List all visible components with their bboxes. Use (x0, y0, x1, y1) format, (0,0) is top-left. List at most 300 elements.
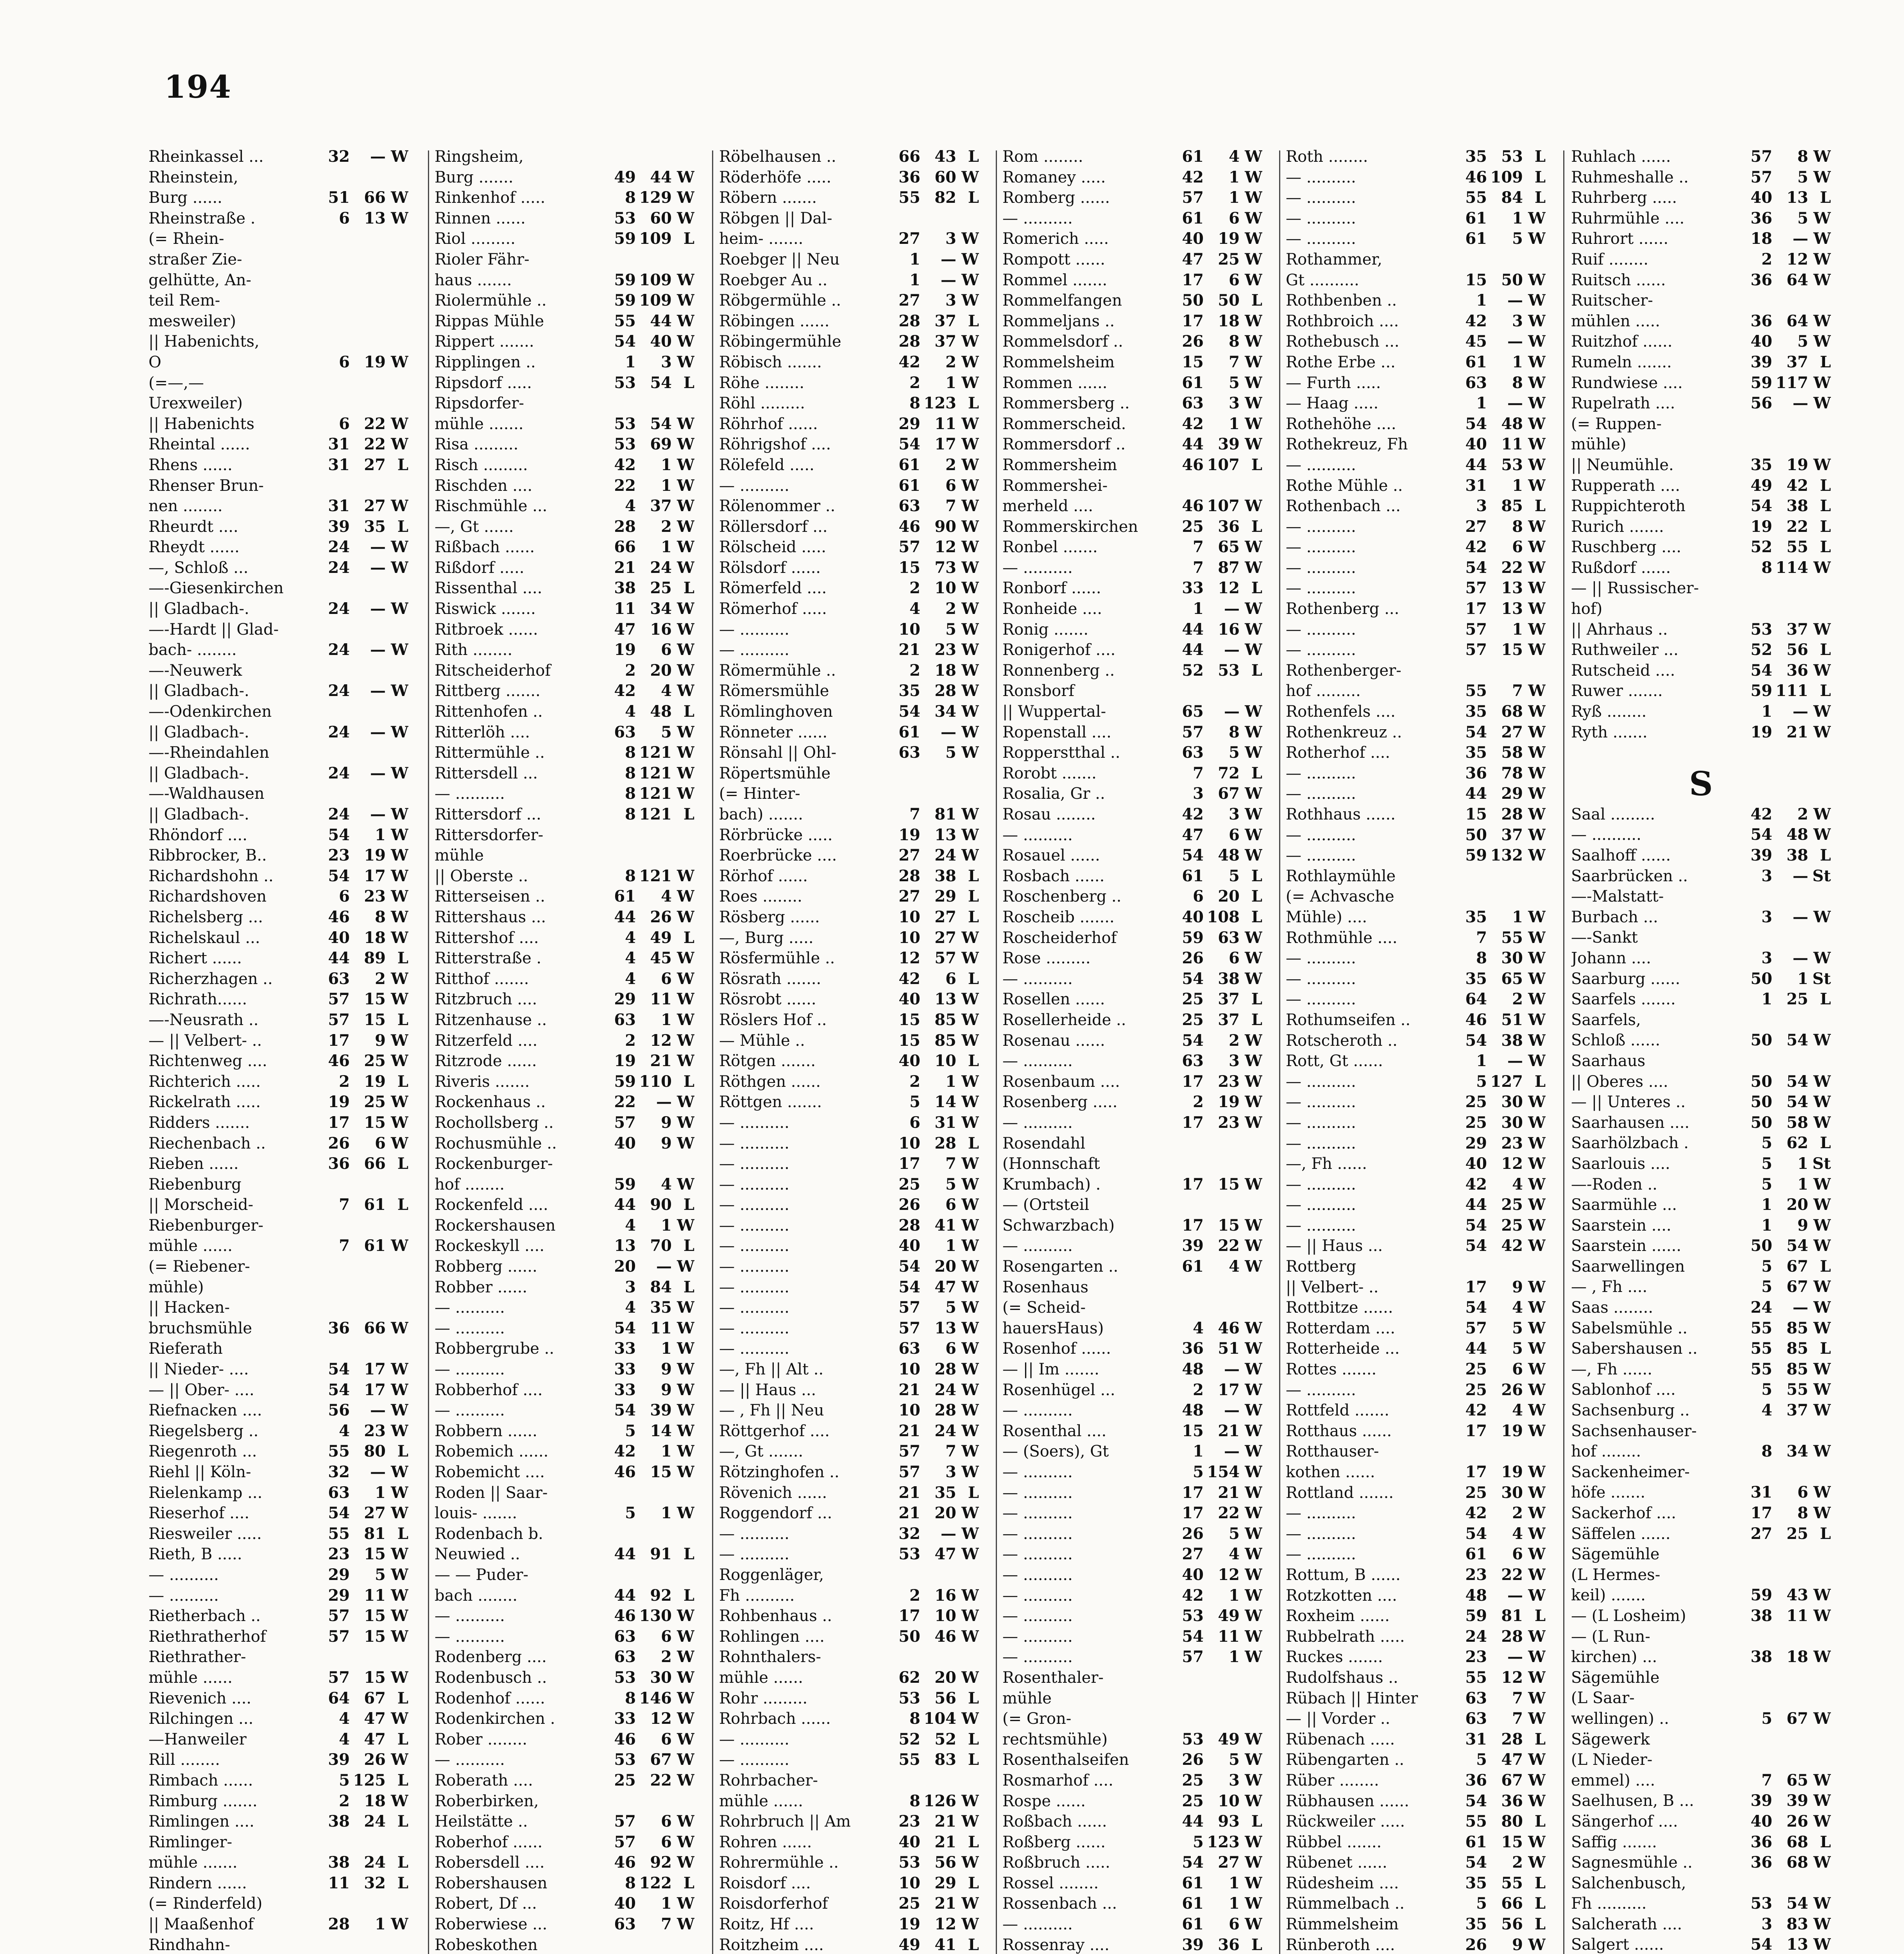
entry-name: Roerbrücke .... (719, 846, 837, 865)
entry-map-sheet: 3 (1761, 948, 1772, 967)
entry-grid-number: 47 (934, 1545, 956, 1564)
entry-type-code: W (961, 497, 979, 515)
entry-map-sheet: 12 (898, 949, 920, 968)
entry-type-code: W (1245, 497, 1262, 515)
entry-type-code: W (677, 1093, 694, 1111)
entry-type-code: L (968, 1689, 979, 1707)
entry-name: merheld .... (1002, 497, 1093, 515)
entry-name: Römermühle .. (719, 661, 836, 680)
entry-map-sheet: 24 (328, 764, 350, 782)
index-entry (1571, 660, 1831, 681)
index-entry (149, 1503, 408, 1524)
entry-type-code: W (677, 641, 694, 659)
index-entry (719, 1031, 979, 1051)
entry-map-sheet: 19 (614, 1052, 636, 1070)
index-entry (1571, 969, 1831, 990)
entry-map-sheet: 4 (909, 599, 920, 618)
entry-name: Rockershausen (435, 1216, 556, 1235)
entry-type-code: W (1528, 476, 1546, 495)
entry-map-sheet: 1 (1761, 990, 1772, 1009)
entry-type-code: W (1245, 332, 1262, 351)
entry-map-sheet: 53 (898, 1545, 920, 1564)
entry-map-sheet: 61 (1465, 353, 1487, 371)
entry-type-code: W (1813, 311, 1831, 330)
entry-name: mühle) (149, 1278, 204, 1296)
entry-grid-number: 29 (934, 1873, 956, 1892)
index-entry (1571, 1318, 1831, 1339)
entry-map-sheet: 40 (898, 990, 920, 1009)
entry-name: Saelhusen, B ... (1571, 1792, 1694, 1810)
entry-type-code: W (1813, 1175, 1831, 1194)
index-entry (1002, 434, 1262, 455)
index-entry (1286, 1935, 1546, 1954)
entry-grid-number: — (1507, 1648, 1523, 1666)
index-entry (1286, 1893, 1546, 1914)
entry-map-sheet: 2 (625, 661, 636, 680)
entry-name: (L Saar- (1571, 1689, 1635, 1707)
index-entry (1002, 1174, 1262, 1195)
entry-name: || Habenichts (149, 415, 254, 433)
entry-name: Rothbroich .... (1286, 312, 1399, 330)
entry-map-sheet: 17 (1182, 1504, 1204, 1523)
entry-name: höfe ....... (1571, 1483, 1646, 1502)
index-entry (1002, 1873, 1262, 1894)
entry-type-code: W (1528, 1093, 1546, 1111)
entry-type-code: W (1528, 1565, 1546, 1584)
index-entry (719, 1709, 979, 1729)
entry-grid-number: 48 (1786, 825, 1808, 844)
entry-name: — .......... (435, 1360, 505, 1379)
entry-name: Riegenroth ... (149, 1442, 257, 1461)
entry-type-code: W (1245, 373, 1262, 392)
index-entry (1571, 640, 1831, 660)
entry-name: Röslers Hof .. (719, 1011, 827, 1029)
entry-type-code: W (1245, 270, 1262, 289)
entry-grid-number: — (370, 805, 386, 823)
entry-map-sheet: 54 (1182, 846, 1204, 865)
entry-map-sheet: 40 (1750, 1812, 1772, 1831)
index-entry (1002, 1441, 1262, 1462)
entry-grid-number: 16 (650, 620, 672, 639)
entry-grid-number: 38 (1786, 497, 1808, 515)
entry-map-sheet: 36 (1750, 1832, 1772, 1851)
index-entry (1002, 845, 1262, 866)
entry-type-code: L (1534, 1072, 1546, 1091)
index-entry (1571, 1010, 1831, 1031)
entry-type-code: W (1528, 1771, 1546, 1789)
entry-map-sheet: 1 (1193, 1442, 1204, 1461)
entry-grid-number: 36 (1218, 517, 1240, 536)
index-entry (1286, 1852, 1546, 1873)
entry-type-code: W (677, 1216, 694, 1235)
index-entry (435, 147, 694, 167)
entry-type-code: W (961, 168, 979, 186)
entry-map-sheet: 8 (625, 1873, 636, 1892)
entry-map-sheet: 24 (328, 723, 350, 741)
index-entry (1002, 599, 1262, 619)
entry-type-code: W (1245, 1750, 1262, 1769)
index-entry (435, 1236, 694, 1256)
entry-type-code: W (1528, 517, 1546, 536)
entry-grid-number: 48 (1218, 846, 1240, 865)
index-entry (435, 1318, 694, 1339)
entry-map-sheet: 42 (1182, 805, 1204, 823)
entry-map-sheet: 8 (625, 805, 636, 823)
index-entry (1286, 1770, 1546, 1791)
entry-type-code: W (961, 825, 979, 844)
entry-type-code: W (961, 1709, 979, 1728)
entry-grid-number: 12 (1786, 250, 1808, 268)
entry-map-sheet: 25 (898, 1175, 920, 1194)
entry-map-sheet: 61 (1182, 866, 1204, 885)
entry-grid-number: 65 (1218, 538, 1240, 556)
entry-name: Ruitsch ...... (1571, 271, 1666, 289)
entry-type-code: L (397, 1730, 408, 1748)
entry-map-sheet: 7 (339, 1195, 350, 1214)
entry-map-sheet: 55 (328, 1524, 350, 1543)
entry-name: Rosbach ...... (1002, 867, 1105, 885)
entry-grid-number: 2 (1229, 1031, 1240, 1050)
entry-type-code: W (1245, 229, 1262, 248)
index-entry (1286, 331, 1546, 352)
entry-grid-number: 39 (650, 1401, 672, 1420)
index-entry (1571, 1709, 1831, 1729)
entry-name: || Morscheid- (149, 1196, 254, 1214)
entry-type-code: W (677, 907, 694, 926)
entry-type-code: L (1534, 1894, 1546, 1913)
entry-grid-number: 19 (1501, 1463, 1523, 1481)
index-entry (435, 434, 694, 455)
entry-name: Riebenburger- (149, 1216, 264, 1235)
index-entry (1286, 1421, 1546, 1442)
entry-map-sheet: 7 (339, 1236, 350, 1255)
index-entry (1571, 434, 1831, 455)
entry-type-code: L (397, 1154, 408, 1173)
entry-grid-number: 27 (364, 1504, 386, 1523)
index-entry (1571, 373, 1831, 394)
entry-name: Rumeln ....... (1571, 353, 1672, 371)
entry-name: —-Sankt (1571, 929, 1638, 947)
entry-type-code: W (1245, 1565, 1262, 1584)
entry-map-sheet: 57 (1750, 168, 1772, 186)
entry-grid-number: 1 (1512, 209, 1523, 227)
entry-type-code: W (677, 1360, 694, 1379)
entry-type-code: W (1528, 682, 1546, 700)
entry-grid-number: 8 (1797, 147, 1808, 166)
index-entry (719, 147, 979, 167)
entry-type-code: L (1251, 1812, 1262, 1831)
index-entry (435, 1729, 694, 1750)
entry-map-sheet: 7 (909, 805, 920, 823)
entry-name: Salgert ...... (1571, 1936, 1664, 1954)
entry-name: Röbingen ...... (719, 312, 830, 330)
entry-name: Rölenommer .. (719, 497, 836, 515)
entry-map-sheet: 2 (1761, 250, 1772, 268)
entry-grid-number: 44 (650, 311, 672, 330)
entry-grid-number: 7 (1512, 682, 1523, 700)
entry-grid-number: 46 (1218, 1319, 1240, 1337)
entry-grid-number: 2 (1512, 1853, 1523, 1872)
entry-name: Ruhmeshalle .. (1571, 168, 1689, 186)
entry-type-code: L (1534, 1607, 1546, 1625)
entry-name: — .......... (719, 1155, 789, 1173)
entry-map-sheet: 6 (339, 209, 350, 227)
index-entry (149, 1010, 408, 1031)
entry-type-code: W (1813, 1319, 1831, 1337)
entry-grid-number: 54 (1786, 1894, 1808, 1913)
entry-grid-number: 117 (1775, 373, 1808, 392)
index-entry (435, 1154, 694, 1174)
index-entry (149, 1770, 408, 1791)
index-entry (719, 1647, 979, 1668)
entry-name: Rübach || Hinter (1286, 1689, 1418, 1707)
index-entry (1286, 619, 1546, 640)
entry-type-code: W (677, 435, 694, 454)
index-entry (1571, 1585, 1831, 1606)
entry-name: — .......... (719, 641, 789, 659)
entry-type-code: W (961, 743, 979, 762)
entry-name: Roscheiderhof (1002, 929, 1117, 947)
index-entry (719, 1256, 979, 1277)
entry-name: — (L Run- (1571, 1627, 1650, 1646)
index-entry (1002, 1236, 1262, 1256)
entry-map-sheet: 27 (898, 229, 920, 248)
entry-type-code: W (1528, 928, 1546, 947)
entry-grid-number: 122 (639, 1873, 672, 1892)
index-entry (719, 393, 979, 414)
entry-name: Rißbach ...... (435, 538, 535, 556)
entry-type-code: W (961, 1627, 979, 1646)
entry-grid-number: 15 (650, 1463, 672, 1481)
entry-name: Rommelfangen (1002, 292, 1122, 310)
entry-type-code: W (1813, 907, 1831, 926)
entry-type-code: W (1813, 1216, 1831, 1235)
index-entry (1286, 1092, 1546, 1113)
entry-name: || Wuppertal- (1002, 703, 1106, 721)
entry-grid-number: 30 (1501, 949, 1523, 968)
entry-map-sheet: 4 (625, 1216, 636, 1235)
entry-map-sheet: 26 (898, 1195, 920, 1214)
entry-type-code: W (1528, 332, 1546, 351)
entry-name: Rosauel ...... (1002, 846, 1100, 865)
entry-grid-number: 6 (1512, 538, 1523, 556)
entry-type-code: W (961, 270, 979, 289)
entry-grid-number: 109 (1490, 168, 1523, 186)
entry-name: Sängerhof .... (1571, 1812, 1678, 1831)
entry-map-sheet: 29 (614, 990, 636, 1009)
entry-grid-number: 67 (650, 1750, 672, 1769)
entry-grid-number: 2 (661, 517, 672, 536)
entry-grid-number: 30 (1501, 1093, 1523, 1111)
entry-map-sheet: 3 (1761, 1915, 1772, 1933)
index-entry (1286, 1297, 1546, 1318)
index-entry (1286, 147, 1546, 167)
entry-map-sheet: 40 (1750, 332, 1772, 351)
entry-name: Rospe ...... (1002, 1792, 1086, 1810)
entry-map-sheet: 15 (1465, 270, 1487, 289)
entry-type-code: W (961, 558, 979, 577)
entry-map-sheet: 57 (1182, 1648, 1204, 1666)
index-entry (1286, 1914, 1546, 1935)
index-entry (719, 1236, 979, 1256)
entry-type-code: W (961, 476, 979, 495)
page-number: 194 (164, 68, 232, 105)
entry-name: —-Hardt || Glad- (149, 620, 279, 639)
entry-name: (= Gron- (1002, 1710, 1072, 1728)
entry-type-code: L (683, 373, 694, 392)
entry-name: emmel) .... (1571, 1771, 1655, 1789)
entry-map-sheet: 44 (1182, 1812, 1204, 1831)
entry-grid-number: 53 (1501, 147, 1523, 166)
entry-map-sheet: 56 (328, 1401, 350, 1420)
entry-name: — .......... (1002, 1504, 1073, 1523)
index-entry (719, 1606, 979, 1627)
entry-name: —, Fh || Alt .. (719, 1360, 824, 1379)
entry-type-code: W (677, 1010, 694, 1029)
entry-name: — .......... (1002, 1915, 1073, 1934)
entry-map-sheet: 42 (614, 455, 636, 474)
entry-grid-number: — (656, 1257, 672, 1276)
entry-type-code: W (677, 866, 694, 885)
entry-grid-number: 15 (1218, 1175, 1240, 1194)
entry-name: Ritthof ....... (435, 970, 529, 988)
entry-type-code: W (961, 1010, 979, 1029)
index-entry (1571, 1441, 1831, 1462)
entry-grid-number: 20 (934, 1504, 956, 1523)
entry-name: Rommen ...... (1002, 374, 1108, 392)
entry-name: —-Neusrath .. (149, 1011, 259, 1029)
entry-name: — .......... (1286, 990, 1356, 1009)
index-entry (1286, 763, 1546, 784)
entry-grid-number: 21 (1218, 1483, 1240, 1502)
index-entry (149, 1277, 408, 1298)
entry-map-sheet: 35 (1465, 743, 1487, 762)
entry-type-code: W (1528, 311, 1546, 330)
entry-name: || Ahrhaus .. (1571, 620, 1668, 639)
index-entry (435, 476, 694, 496)
entry-type-code: L (968, 1483, 979, 1502)
entry-type-code: W (1528, 558, 1546, 577)
entry-name: Heilstätte .. (435, 1813, 528, 1831)
entry-grid-number: 8 (1229, 723, 1240, 741)
entry-type-code: W (1813, 1401, 1831, 1420)
entry-map-sheet: 2 (909, 579, 920, 598)
entry-type-code: W (677, 1689, 694, 1707)
entry-name: Rothenbach ... (1286, 497, 1401, 515)
index-entry (149, 1688, 408, 1709)
entry-map-sheet: 61 (1465, 229, 1487, 248)
entry-name: Rölefeld ..... (719, 456, 814, 474)
entry-map-sheet: 46 (1465, 168, 1487, 186)
entry-grid-number: — (941, 1524, 956, 1543)
entry-type-code: L (397, 1689, 408, 1707)
entry-map-sheet: 21 (614, 558, 636, 577)
entry-type-code: W (391, 353, 408, 371)
index-entry (1286, 476, 1546, 496)
index-entry (435, 1832, 694, 1853)
entry-grid-number: 28 (1501, 1730, 1523, 1748)
entry-type-code: W (1813, 147, 1831, 166)
entry-name: Sachsenburg .. (1571, 1401, 1690, 1420)
index-entry (149, 1380, 408, 1401)
entry-name: — .......... (1286, 1113, 1356, 1132)
index-entry (719, 866, 979, 887)
entry-type-code: W (1528, 538, 1546, 556)
entry-map-sheet: 46 (614, 1853, 636, 1872)
entry-name: —-Rheindahlen (149, 744, 270, 762)
index-entry (149, 188, 408, 208)
entry-map-sheet: 23 (328, 846, 350, 865)
index-entry (1002, 1051, 1262, 1072)
index-entry (435, 1606, 694, 1627)
entry-type-code: W (961, 1607, 979, 1625)
entry-grid-number: 6 (1229, 825, 1240, 844)
index-entry (1002, 640, 1262, 660)
entry-map-sheet: 55 (898, 188, 920, 207)
index-entry (1286, 434, 1546, 455)
entry-map-sheet: 53 (614, 435, 636, 454)
entry-type-code: W (961, 1154, 979, 1173)
entry-type-code: L (683, 1545, 694, 1564)
entry-map-sheet: 44 (328, 949, 350, 968)
entry-grid-number: 12 (1218, 579, 1240, 598)
entry-map-sheet: 21 (898, 1504, 920, 1523)
entry-type-code: W (391, 1360, 408, 1379)
index-entry (435, 537, 694, 558)
entry-type-code: W (677, 1504, 694, 1523)
entry-name: Rotterdam .... (1286, 1319, 1396, 1337)
index-entry (149, 1524, 408, 1544)
entry-map-sheet: 63 (1465, 373, 1487, 392)
entry-name: Rittermühle .. (435, 744, 545, 762)
entry-type-code: W (1813, 1606, 1831, 1625)
entry-map-sheet: 2 (909, 1586, 920, 1605)
entry-grid-number: 126 (923, 1791, 956, 1810)
entry-type-code: W (391, 1627, 408, 1646)
entry-grid-number: 6 (661, 1832, 672, 1851)
index-entry (719, 1113, 979, 1133)
entry-grid-number: 14 (934, 1093, 956, 1111)
entry-map-sheet: 59 (1465, 1607, 1487, 1625)
entry-grid-number: — (370, 538, 386, 556)
entry-grid-number: 8 (1512, 373, 1523, 392)
index-entry (1571, 1791, 1831, 1811)
entry-grid-number: 54 (1786, 1072, 1808, 1091)
index-entry (435, 866, 694, 887)
entry-type-code: L (1534, 497, 1546, 515)
entry-grid-number: — (370, 147, 386, 166)
index-entry (149, 517, 408, 537)
index-entry (435, 249, 694, 270)
entry-type-code: W (677, 188, 694, 207)
entry-map-sheet: 54 (1465, 1791, 1487, 1810)
entry-name: Roebger || Neu (719, 250, 840, 268)
entry-map-sheet: 7 (1193, 764, 1204, 782)
entry-map-sheet: 50 (1750, 969, 1772, 988)
entry-name: Röbgen || Dal- (719, 209, 832, 227)
index-entry (1002, 1092, 1262, 1113)
entry-grid-number: 13 (1786, 188, 1808, 207)
index-entry (1286, 270, 1546, 291)
index-entry (1286, 681, 1546, 701)
entry-map-sheet: 54 (1182, 969, 1204, 988)
index-column (719, 147, 979, 1954)
entry-type-code: W (961, 1668, 979, 1687)
entry-map-sheet: 46 (614, 1463, 636, 1481)
entry-name: — .......... (435, 785, 505, 803)
entry-name: Roberhof ...... (435, 1833, 543, 1851)
entry-type-code: W (677, 887, 694, 906)
